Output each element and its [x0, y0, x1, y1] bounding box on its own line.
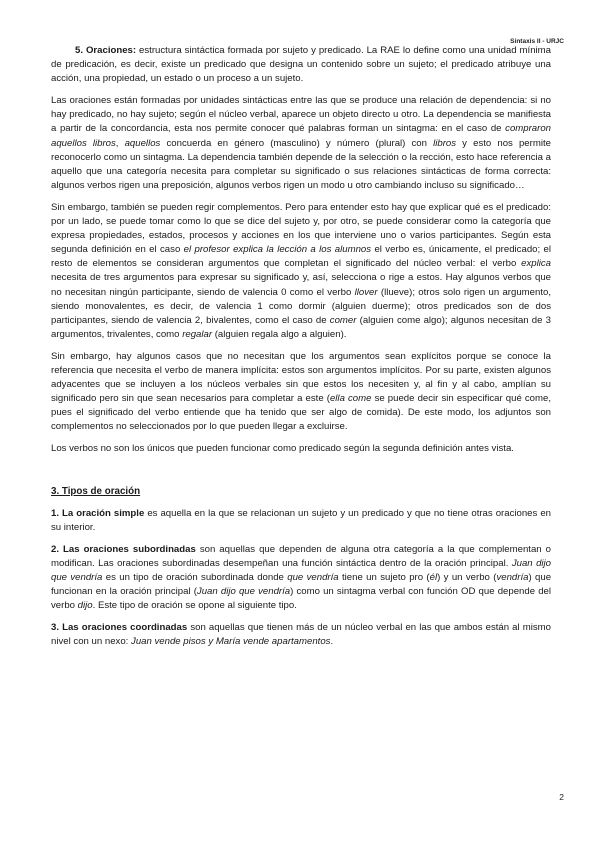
example-italic: regalar — [182, 328, 213, 340]
text-run: (llueve); otros solo rigen un argumento, siendo monovalentes, es decir, de valencia 1 como dormir (alguien duerme); otros predicados son de dos participantes, siendo de valencia 2, bivalentes, como el caso de — [51, 286, 551, 326]
paragraph-oraciones — [51, 44, 551, 86]
text-run: Sin embargo, hay algunos casos que no necesitan que los argumentos sean explícitos porque se conoce la referencia que necesita el verbo de manera implícita: estos son argumentos implícitos. Por su parte, existen algunos adyacentes que se incluyen a los núcleos verbales sin que estos los necesiten y, al fin y al cabo, amplían su significado pero sin que sean necesarios para completar a este ( — [51, 350, 551, 405]
example-italic: el profesor explica la lección a los alumnos — [183, 244, 372, 256]
example-italic: Juan dijo que vendría — [196, 586, 291, 598]
example-italic: dijo — [77, 600, 93, 612]
example-italic: llover — [354, 286, 378, 298]
example-italic: comer — [329, 314, 357, 326]
running-header: Sintaxis II - URJC — [510, 38, 564, 45]
example-italic: él — [429, 572, 438, 583]
text-run: y esto nos permite reconocerlo como un sintagma. La dependencia también depende de la selección o la rección, esto hace referencia a aquello que una categoría necesita para completar su significado o sus relaciones sintácticas de forma correcta: algunos verbos rigen una preposición, algunos verbos rigen un modo u otro cambiando incluso su significado… — [51, 137, 551, 191]
text-run: es aquella en la que se relacionan un sujeto y un predicado y que no tiene otras oraciones en su interior. — [51, 507, 551, 533]
example-italic: Juan vende pisos y María vende apartamentos — [131, 636, 331, 648]
text-run: se puede decir sin especificar qué come, pues el significado del verbo entiende que ha tenido que ser algo de comida). De este modo, los adjuntos son complementos no seleccionados por lo que pueden llegar a excluirse. — [51, 393, 552, 433]
term-coordinadas: 3. Las oraciones coordinadas — [51, 622, 188, 634]
text-run: el verbo es, únicamente, el predicado; el resto de elementos se consideran argumentos que completan el significado del núcleo verbal: el verbo — [51, 244, 551, 270]
text-run: Sin embargo, también se pueden regir complementos. Pero para entender esto hay que explicar qué es el predicado: por un lado, se puede tomar como lo que se dice del sujeto y, por otro, se puede considerar como la categoría que expresa propiedades, estados, procesos y acciones en los que interviene uno o varios participantes. Según esta segunda definición en el caso — [51, 201, 551, 256]
text-run: es un tipo de oración subordinada donde — [102, 572, 288, 583]
section-title: 3. Tipos de oración — [51, 485, 141, 497]
term-subordinadas: 2. Las oraciones subordinadas — [51, 543, 196, 555]
paragraph-coordinadas — [51, 621, 551, 649]
term-oracion-simple: 1. La oración simple — [51, 507, 145, 519]
example-italic: que vendría — [287, 572, 339, 583]
page-number: 2 — [559, 792, 564, 802]
example-italic: explica — [521, 258, 551, 270]
example-italic: vendría — [496, 572, 529, 583]
text-run: ) como un sintagma verbal con función OD que depende del verbo — [51, 586, 551, 612]
paragraph-verbos: Los verbos no son los únicos que pueden funcionar como predicado según la segunda definición antes vista. — [51, 443, 514, 455]
paragraph-subordinadas — [51, 543, 551, 613]
text-run: (alguien regala algo a alguien). — [212, 328, 347, 340]
text-run: son aquellas que dependen de alguna otra categoría a la que complementan o modifican. Las oraciones subordinadas desempeñan una función sintáctica dentro de la oración principal. — [51, 543, 551, 569]
example-italic: Juan dijo que vendría — [51, 557, 551, 583]
example-italic: compraron aquellos libros — [51, 123, 551, 149]
example-italic: ella come — [329, 393, 372, 405]
text-run: concuerda en género (masculino) y número (plural) con — [160, 137, 434, 149]
paragraph-dependencia — [51, 94, 551, 193]
text-run: ) que funcionan en la oración principal ( — [51, 572, 552, 598]
text-run: ) y un verbo ( — [437, 572, 497, 583]
text-run: (alguien come algo); algunos necesitan de 3 argumentos, trivalentes, como — [51, 314, 551, 340]
term-oraciones: 5. Oraciones: — [75, 45, 137, 56]
text-run: tiene un sujeto pro ( — [338, 572, 430, 583]
example-italic: libros — [433, 137, 457, 149]
paragraph-argumentos-implicitos — [51, 350, 551, 435]
example-italic: aquellos — [124, 137, 161, 149]
text-run: . — [330, 636, 334, 648]
text-run: . Este tipo de oración se opone al siguiente tipo. — [92, 600, 297, 612]
paragraph-text: estructura sintáctica formada por sujeto y predicado. La RAE lo define como una unidad mínima de predicación, es decir, existe un predicado que designa un contenido sobre un sujeto; el predicado atribuye una acción, una propiedad, un estado o un proceso a un sujeto. — [51, 45, 551, 85]
text-run: necesita de tres argumentos para expresar su significado y, así, selecciona o rige a estos. Hay algunos verbos que no necesitan ningún participante, siendo de valencia 0 como el verbo — [51, 272, 551, 298]
text-run: , — [115, 137, 125, 149]
page-body — [51, 44, 551, 657]
paragraph-oracion-simple — [51, 507, 551, 535]
paragraph-complementos — [51, 201, 551, 342]
text-run: son aquellas que tienen más de un núcleo verbal en las que ambos están al mismo nivel con un nexo: — [51, 622, 551, 648]
text-run: Las oraciones están formadas por unidades sintácticas entre las que se produce una relación de dependencia: si no hay predicado, no hay sujeto; según el núcleo verbal, aparece un objeto directo u otro. La dependencia se manifiesta a partir de la concordancia, esta nos permite conocer qué palabras forman un sintagma: en el caso de — [51, 95, 551, 135]
